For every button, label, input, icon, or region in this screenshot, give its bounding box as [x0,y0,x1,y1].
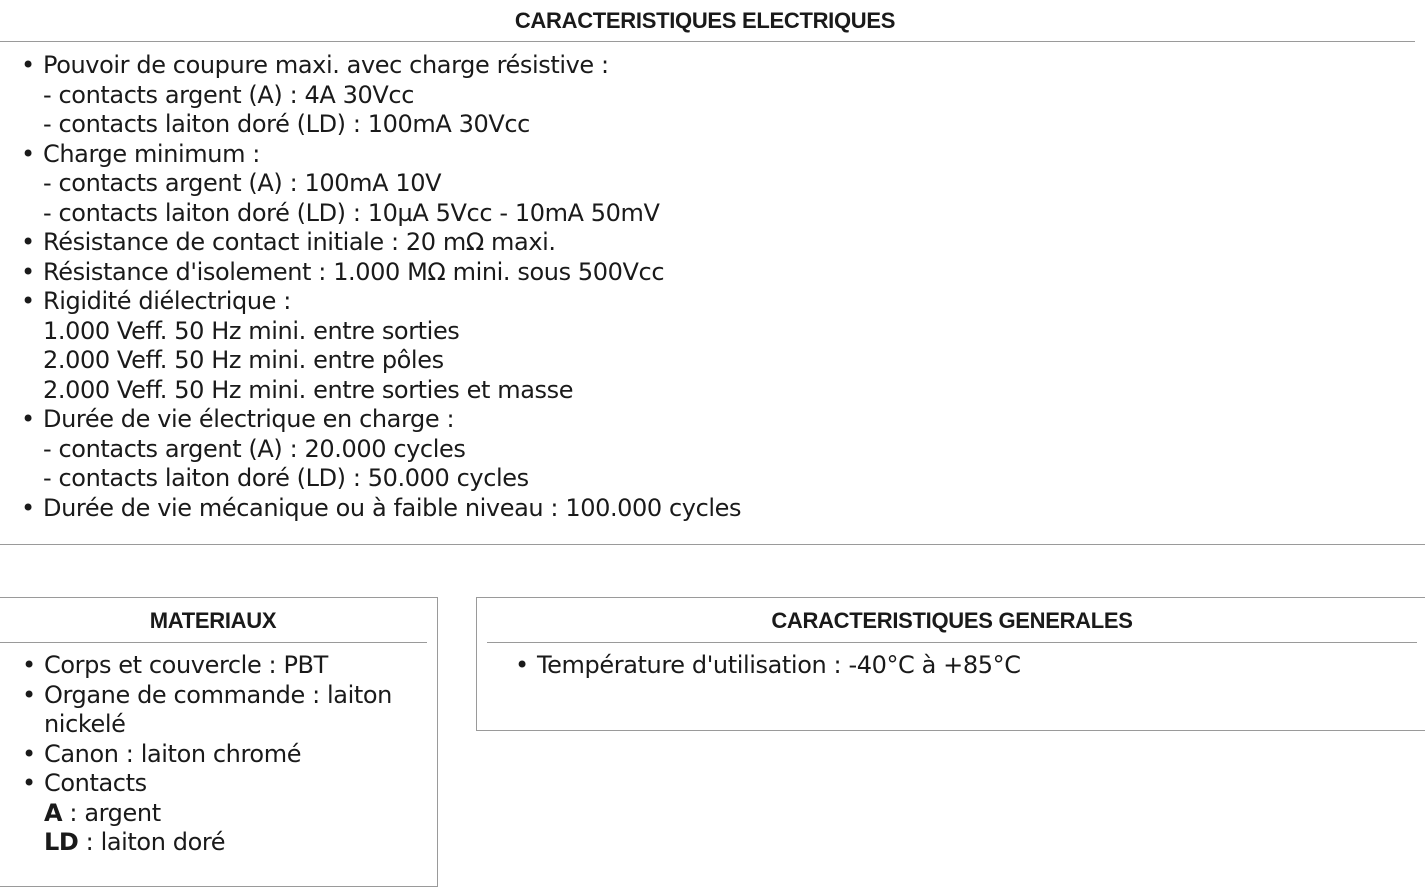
contact-code: A [44,798,63,827]
list-item [21,258,741,288]
general-list [515,651,1021,681]
list-subitem: 1.000 Veff. 50 Hz mini. entre sorties [43,316,460,345]
bullet-icon: • [21,139,35,168]
list-subitem: - contacts laiton doré (LD) : 10µA 5Vcc - 10mA 50mV [43,198,660,227]
general-box [476,597,1425,731]
list-item-text: Charge minimum : [43,139,260,168]
electrical-title-rule [0,41,1415,42]
list-subitem: - contacts argent (A) : 4A 30Vcc [43,80,414,109]
list-item [21,51,741,140]
list-item-text: Corps et couvercle : PBT [44,651,328,679]
bullet-icon: • [22,680,36,709]
list-item [22,740,402,770]
list-item-text: Pouvoir de coupure maxi. avec charge résistive : [43,51,609,79]
list-item [22,769,402,858]
list-item [22,651,402,681]
bullet-icon: • [22,651,36,679]
list-item-text: Contacts [44,769,147,797]
list-item-text: Canon : laiton chromé [44,739,302,768]
section-divider [0,544,1425,545]
list-item-text: Durée de vie mécanique ou à faible niveau : 100.000 cycles [43,493,742,522]
list-item [21,494,741,524]
list-subitem: - contacts laiton doré (LD) : 100mA 30Vcc [43,110,530,138]
electrical-list [21,51,741,523]
contact-desc: : laiton doré [78,828,226,856]
list-item-text: Durée de vie électrique en charge : [43,405,455,433]
list-item-text: Organe de commande : laiton nickelé [44,680,392,738]
list-item-text: Rigidité diélectrique : [43,287,291,315]
list-subitem: - contacts argent (A) : 100mA 10V [43,169,442,197]
materials-title: MATERIAUX [149,608,277,633]
contact-type-gilded-brass [44,828,402,858]
bullet-icon: • [21,228,35,256]
bullet-icon: • [21,405,35,433]
bullet-icon: • [22,739,36,768]
list-item-text: Température d'utilisation : -40°C à +85°C [537,651,1021,679]
list-item [515,651,1021,681]
list-item [22,681,402,740]
general-title-rule [487,642,1417,643]
bullet-icon: • [515,651,529,679]
list-subitem: - contacts argent (A) : 20.000 cycles [43,434,466,463]
general-title: CARACTERISTIQUES GENERALES [771,608,1133,633]
bullet-icon: • [21,257,35,286]
list-item-text: Résistance d'isolement : 1.000 MΩ mini. sous 500Vcc [43,257,665,286]
list-item [21,228,741,258]
list-item [21,287,741,405]
list-subitem: - contacts laiton doré (LD) : 50.000 cycles [43,464,529,492]
materials-title-rule [0,642,427,643]
contact-desc: : argent [62,798,161,827]
bullet-icon: • [22,769,36,797]
list-item-text: Résistance de contact initiale : 20 mΩ maxi. [43,228,556,256]
contact-code: LD [44,828,79,856]
contact-type-silver [44,799,402,829]
list-subitem: 2.000 Veff. 50 Hz mini. entre sorties et masse [43,375,574,404]
list-subitem: 2.000 Veff. 50 Hz mini. entre pôles [43,346,444,374]
materials-box [0,597,438,887]
materials-list [22,651,402,858]
list-item [21,405,741,494]
bullet-icon: • [21,51,35,79]
electrical-title: CARACTERISTIQUES ELECTRIQUES [514,8,896,33]
bullet-icon: • [21,287,35,315]
list-item [21,140,741,229]
bullet-icon: • [21,493,35,522]
